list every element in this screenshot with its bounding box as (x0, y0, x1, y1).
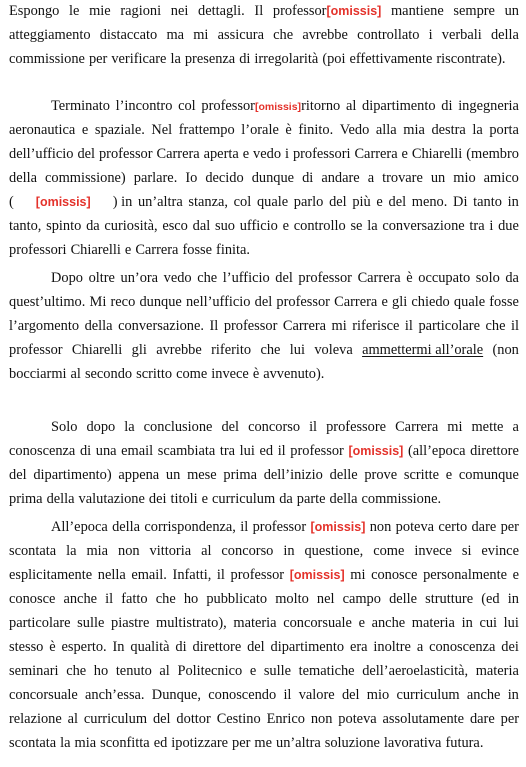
text-line: Terminato l’incontro col professor[omissis]ritorno al dipartimento di ingegneria (51, 98, 519, 114)
text-line: particolare sulle piastre multistrato), materia concorsuale e anche materia in cui lui (9, 615, 519, 631)
text-line: Dopo oltre un’ora vedo che l’ufficio del professor Carrera è occupato solo da (51, 270, 519, 286)
text-line: scontata la mia non vittoria al concorso in questione, come invece si evince (9, 543, 519, 559)
text-line: concorsuale anch’essa. Dunque, conoscendo il valore del mio curriculum anche in (9, 687, 519, 703)
text-line: commissione per verificare la presenza di irregolarità (poi effettivamente riscontrate). (9, 51, 506, 67)
text-line: prima della valutazione dei titoli e curriculum da parte della commissione. (9, 491, 442, 507)
text-line: del dipartimento) appena un mese prima dell’inizio delle prove scritte e comunque (9, 467, 519, 483)
text-line: Solo dopo la conclusione del concorso il professore Carrera mi mette a (51, 419, 519, 435)
text-line: atteggiamento distaccato ma mi assicura che avrebbe controllato i verbali della (9, 27, 519, 43)
paragraph-1 (9, 0, 519, 71)
text-line: conosce anche il fatto che ho pubblicato molto nel campo delle strutture (ed in (9, 591, 519, 607)
paragraph-5 (9, 515, 519, 755)
redaction-marker: [omissis] (348, 444, 404, 458)
underlined-phrase: ammettermi all’orale (362, 342, 484, 358)
text-line: ( [omissis] ) in un’altra stanza, col quale parlo del più e del meno. Di tanto in (9, 194, 519, 210)
paragraph-4 (9, 415, 519, 511)
text-line: professor Chiarelli gli avrebbe riferito che lui voleva ammettermi all’orale (non (9, 338, 519, 362)
text-line: esplicitamente nella email. Infatti, il professor [omissis] mi conosce personalmente e (9, 563, 519, 587)
paragraph-3 (9, 266, 519, 386)
text-line: All’epoca della corrispondenza, il professor [omissis] non poteva certo dare per (9, 515, 519, 539)
text-line: professori Chiarelli e Carrera fosse finita. (9, 242, 250, 258)
text-line: conoscenza di una email scambiata tra lui ed il professor [omissis] (all’epoca direttore (9, 439, 519, 463)
redaction-marker: [omissis] (35, 195, 91, 209)
text-line: aeronautica e spaziale. Nel frattempo l’orale è finito. Vedo alla mia destra la porta (9, 122, 519, 138)
redaction-marker: [omissis] (310, 520, 366, 534)
text-line: Espongo le mie ragioni nei dettagli. Il professor[omissis] mantiene sempre un (9, 3, 519, 19)
text-line: tanto, spinto da curiosità, esco dal suo ufficio e controllo se la conversazione tra i due (9, 218, 519, 234)
redaction-marker: [omissis] (254, 101, 302, 113)
text-line: seminari che ho tenuto al Politecnico e sulle tematiche dell’aeroelasticità, materia (9, 663, 519, 679)
text-line: quest’ultimo. Mi reco dunque nell’ufficio del professor Carrera e gli chiedo quale fosse (9, 294, 519, 310)
text-line: scontata la mia sconfitta ed ipotizzare per me un’altra soluzione lavorativa futura. (9, 735, 484, 751)
text-line: l’argomento della conversazione. Il professor Carrera mi riferisce il particolare che il (9, 318, 519, 334)
text-line: relazione al curriculum del dottor Cestino Enrico non poteva assolutamente dare per (9, 711, 519, 727)
text-line: bocciarmi al secondo scritto come invece è avvenuto). (9, 366, 325, 382)
redaction-marker: [omissis] (289, 568, 345, 582)
paragraph-2 (9, 94, 519, 262)
text-line: della commissione) parlare. Io decido dunque di andare a trovare un mio amico (9, 170, 519, 186)
text-line: stesso è esperto. In qualità di direttore del dipartimento era inoltre a conoscenza dei (9, 639, 519, 655)
redaction-marker: [omissis] (326, 4, 382, 18)
text-line: dell’ufficio del professor Carrera aperta e vedo i professori Carrera e Chiarelli (membro (9, 146, 519, 162)
